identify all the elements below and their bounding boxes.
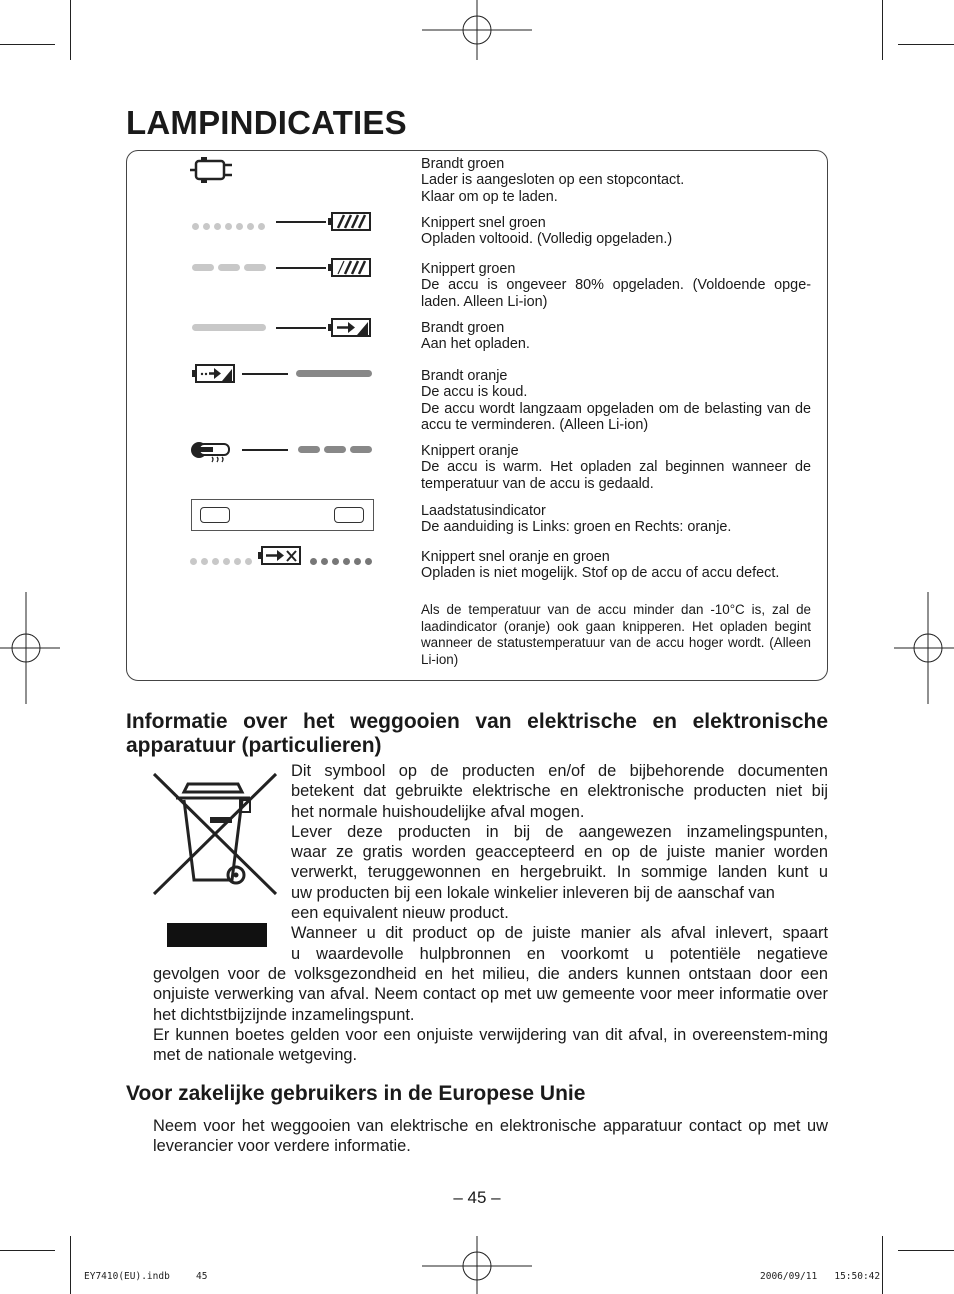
indicator-3-text: Knippert groen De accu is ongeveer 80% opgeladen. (Voldoende opge-laden. Alleen Li-ion) [421,261,811,310]
footer-filename: EY7410(EU).indb [84,1271,170,1282]
indicator-8-text: Knippert snel oranje en groen Opladen is niet mogelijk. Stof op de accu of accu defect. [421,549,780,582]
business-paragraph: Neem voor het weggooien van elektrische en elektronische apparatuur contact op met uw leverancier voor verdere informatie. [153,1117,828,1156]
weee-bin-icon [150,770,282,950]
connector-line [276,267,326,269]
crop-mark-icon [0,592,60,704]
connector-line [242,373,288,375]
fast-blink-dots-orange [310,552,382,570]
battery-full-icon [328,212,372,232]
footer-timestamp: 2006/09/11 15:50:42 [760,1271,881,1282]
battery-defect-icon [258,546,302,566]
blink-dash-orange [298,446,320,453]
status-lamp-right [334,507,364,523]
blink-dash-orange [324,446,346,453]
crop-mark-icon [422,1236,532,1294]
disposal-paragraph: Dit symbool op de producten en/of de bijbehorende documenten betekent dat gebruikte elektrische en elektronische producten niet bij het normale huishoudelijke afval mogen. Lever deze producten in bij de aangewezen inzamelingspunten, waar ze gratis worden geaccepteerd en op de juiste manier worden verwerkt, teruggewonnen en hergebruikt. In sommige landen kunt u uw producten bij een lokale winkelier inleveren bij de aanschaf van een equivalent nieuw product. Wanneer u dit product op de juiste manier als afval inlevert, spaart u waardevolle hulpbronnen en voorkomt u potentiële negatieve [291,762,828,963]
battery-charging-icon [328,318,372,338]
disposal-paragraph-continued: gevolgen voor de volksgezondheid en het milieu, die anders kunnen ontstaan door een onjuiste verwerking van afval. Neem contact op met uw gemeente voor meer informatie over het dichtstbijzijnde inzamelingspunt. [153,965,828,1024]
plug-icon [190,156,236,184]
indicator-5-text: Brandt oranje De accu is koud. De accu wordt langzaam opgeladen om de belasting van de accu te verminderen. (Alleen Li-ion) [421,368,811,434]
temperature-note: Als de temperatuur van de accu minder dan -10°C is, zal de laadindicator (oranje) ook gaan knipperen. Het opladen begint wanneer de statustemperatuur van de accu hoger wordt. (Alleen Li-ion) [421,602,811,667]
indicator-6-text: Knippert oranje De accu is warm. Het opladen zal beginnen wanneer de temperatuur van de accu is gedaald. [421,443,811,492]
crop-mark-icon [422,0,532,62]
status-lamp-left [200,507,230,523]
page-title: LAMPINDICATIES [126,104,407,141]
connector-line [276,327,326,329]
crop-mark-icon [894,592,954,704]
fast-blink-dots-green [190,552,262,570]
fines-paragraph: Er kunnen boetes gelden voor een onjuiste verwijdering van dit afval, in overeenstem-ming met de nationale wetgeving. [153,1026,828,1065]
blink-dash [218,264,240,271]
thermometer-icon [190,438,236,464]
battery-80-icon [328,258,372,278]
connector-line [242,449,288,451]
battery-cold-icon [192,364,236,384]
blink-dash [244,264,266,271]
business-heading: Voor zakelijke gebruikers in de Europese Unie [126,1082,586,1105]
status-indicator-box [191,499,374,531]
steady-bar-orange [296,370,372,377]
blink-dash [192,264,214,271]
steady-bar [192,324,266,331]
fast-blink-dots [192,217,272,235]
indicator-7-text: Laadstatusindicator De aanduiding is Links: groen en Rechts: oranje. [421,503,732,536]
page-number: – 45 – [453,1188,501,1207]
indicator-4-text: Brandt groen Aan het opladen. [421,320,530,353]
indicator-1-text: Brandt groen Lader is aangesloten op een stopcontact. Klaar om op te laden. [421,156,685,205]
footer-page: 45 [196,1271,208,1282]
connector-line [276,221,326,223]
indicator-2-text: Knippert snel groen Opladen voltooid. (Volledig opgeladen.) [421,215,673,248]
blink-dash-orange [350,446,372,453]
disposal-heading: Informatie over het weggooien van elektrische en elektronische apparatuur (particulieren) [126,710,828,757]
